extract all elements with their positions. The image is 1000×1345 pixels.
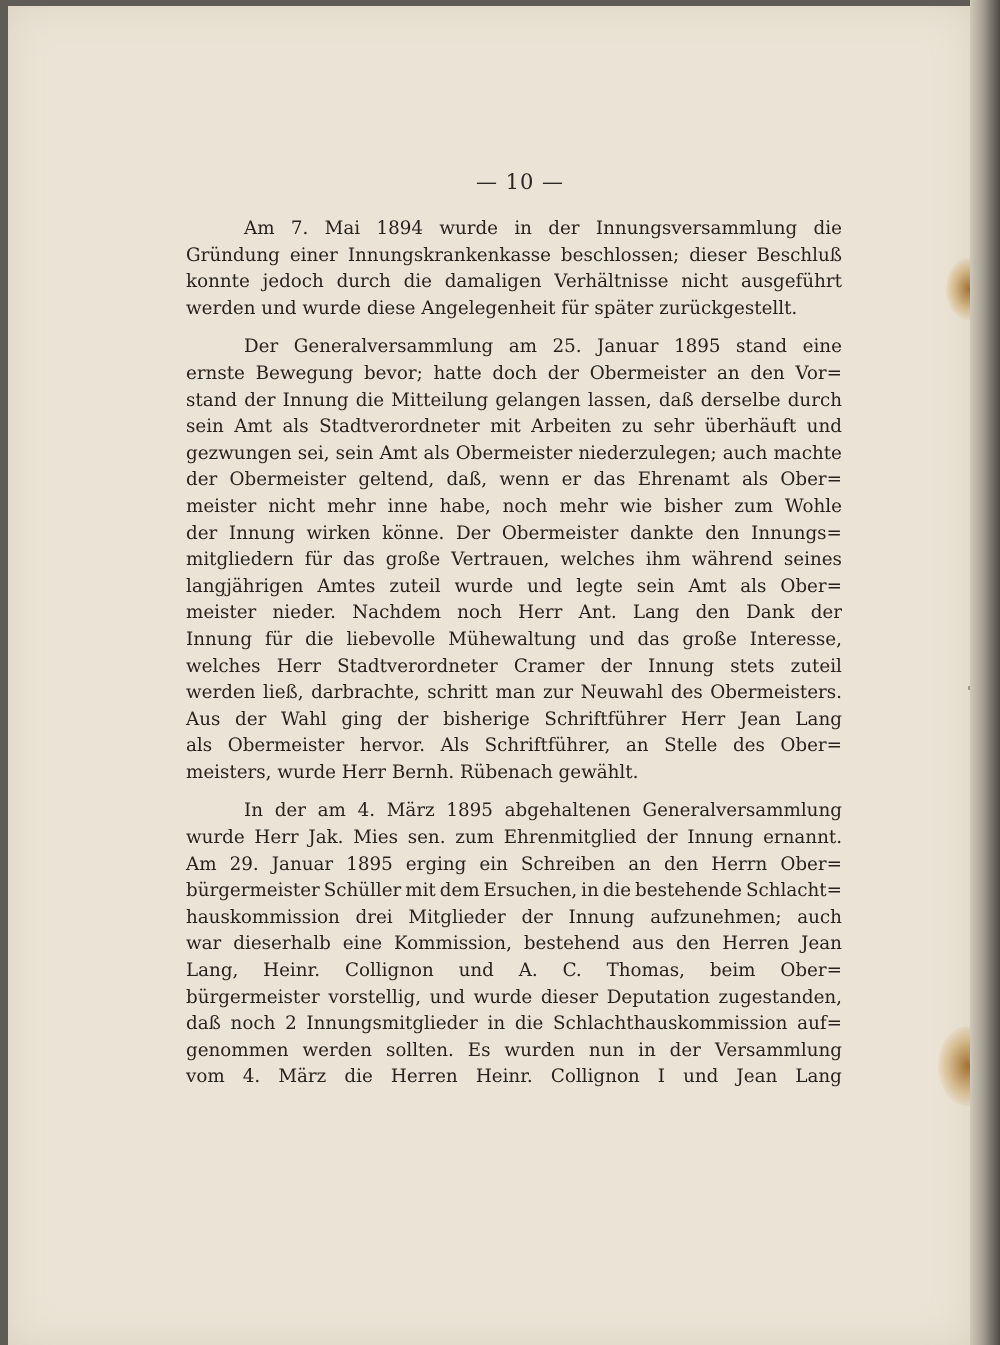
- text-line: stand der Innung die Mitteilung gelangen lassen, daß derselbe durch: [186, 389, 842, 411]
- text-line: meister nicht mehr inne habe, noch mehr wie bisher zum Wohle: [186, 495, 842, 517]
- text-line: sein Amt als Stadtverordneter mit Arbeiten zu sehr überhäuft und: [186, 416, 842, 438]
- text-line: werden ließ, darbrachte, schritt man zur Neuwahl des Obermeisters.: [186, 682, 842, 704]
- page-edge: [970, 0, 1000, 1345]
- text-line: welches Herr Stadtverordneter Cramer der Innung stets zuteil: [186, 655, 842, 677]
- text-line: Lang, Heinr. Collignon und A. C. Thomas, beim Ober=: [186, 960, 842, 982]
- text-line: hauskommission drei Mitglieder der Innung aufzunehmen; auch: [186, 906, 842, 928]
- text-line: vom 4. März die Herren Heinr. Collignon I und Jean Lang: [186, 1066, 842, 1088]
- text-line: Am 29. Januar 1895 erging ein Schreiben an den Herrn Ober=: [186, 853, 842, 875]
- text-line: werden und wurde diese Angelegenheit für später zurückgestellt.: [186, 297, 798, 319]
- text-line: Aus der Wahl ging der bisherige Schriftführer Herr Jean Lang: [186, 708, 842, 730]
- paragraph-gap: [186, 322, 842, 334]
- text-line: gezwungen sei, sein Amt als Obermeister niederzulegen; auch machte: [186, 442, 842, 464]
- text-line: bürgermeister Schüller mit dem Ersuchen, in die bestehende Schlacht=: [186, 880, 842, 902]
- text-line: daß noch 2 Innungsmitglieder in die Schlachthauskommission auf=: [186, 1013, 842, 1035]
- text-line: bürgermeister vorstellig, und wurde dieser Deputation zugestanden,: [186, 986, 842, 1008]
- text-line: Gründung einer Innungskrankenkasse beschlossen; dieser Beschluß: [186, 244, 842, 266]
- text-line: Am 7. Mai 1894 wurde in der Innungsversammlung die: [244, 218, 842, 239]
- text-line: Der Generalversammlung am 25. Januar 1895 stand eine: [244, 336, 842, 358]
- text-line: mitgliedern für das große Vertrauen, welches ihm während seines: [186, 549, 842, 571]
- text-line: Innung für die liebevolle Mühewaltung und das große Interesse,: [186, 628, 842, 650]
- text-line: langjährigen Amtes zuteil wurde und legte sein Amt als Ober=: [186, 575, 842, 597]
- text-line: wurde Herr Jak. Mies sen. zum Ehrenmitglied der Innung ernannt.: [186, 827, 842, 849]
- text-line: konnte jedoch durch die damaligen Verhältnisse nicht ausgeführt: [186, 271, 842, 293]
- text-line: als Obermeister hervor. Als Schriftführer, an Stelle des Ober=: [186, 735, 842, 757]
- text-line: genommen werden sollten. Es wurden nun in der Versammlung: [186, 1039, 842, 1061]
- text-line: ernste Bewegung bevor; hatte doch der Obermeister an den Vor=: [186, 362, 842, 384]
- text-line: meisters, wurde Herr Bernh. Rübenach gewählt.: [186, 761, 639, 783]
- book-page: [8, 6, 972, 1345]
- paragraph-gap: [186, 786, 842, 798]
- body-text: [186, 216, 842, 1091]
- text-line: meister nieder. Nachdem noch Herr Ant. Lang den Dank der: [186, 602, 842, 624]
- text-line: In der am 4. März 1895 abgehaltenen Generalversammlung: [244, 800, 842, 822]
- text-line: der Obermeister geltend, daß, wenn er das Ehrenamt als Ober=: [186, 469, 842, 491]
- text-line: der Innung wirken könne. Der Obermeister dankte den Innungs=: [186, 522, 842, 544]
- page-number: — 10 —: [475, 170, 565, 194]
- text-line: war dieserhalb eine Kommission, bestehend aus den Herren Jean: [186, 933, 842, 955]
